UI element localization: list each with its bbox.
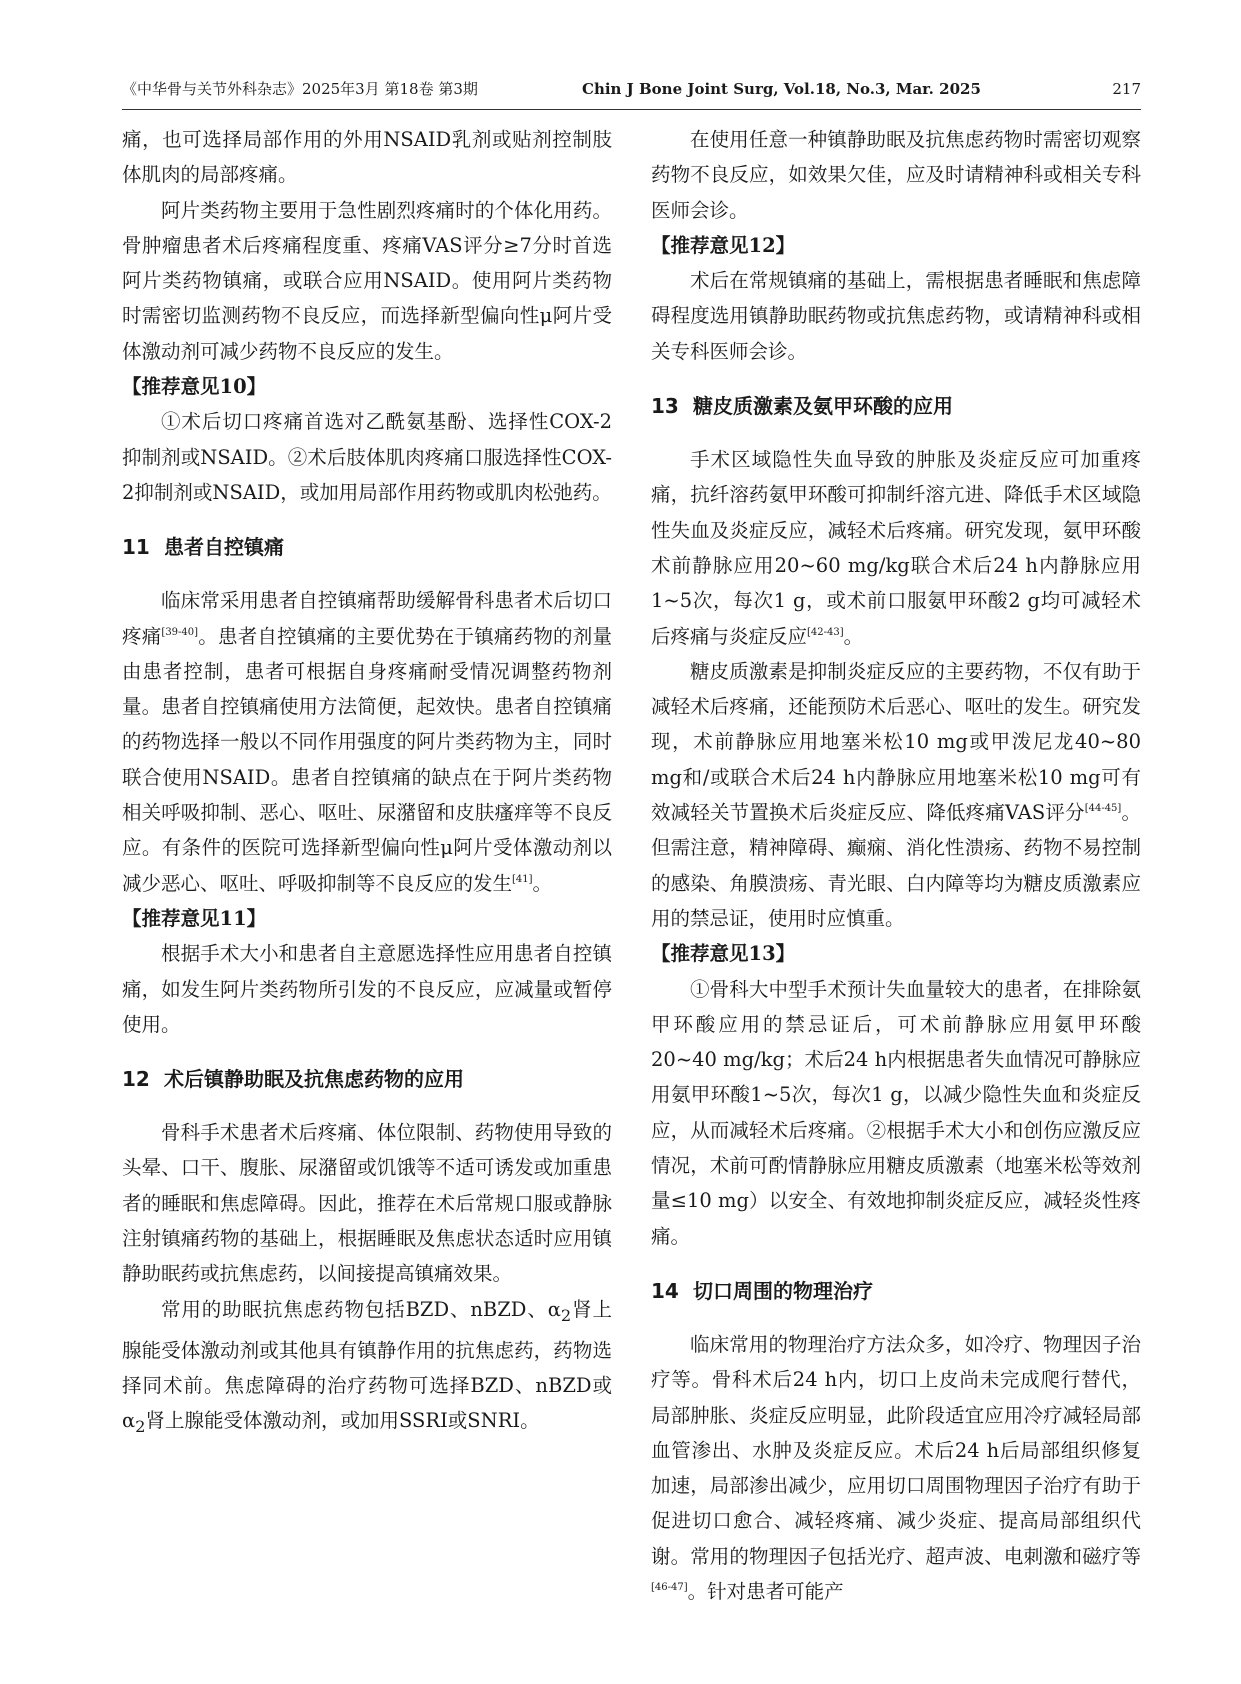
section-number: 11 (122, 535, 150, 560)
subscript: 2 (135, 1417, 146, 1437)
text: 临床常用的物理治疗方法众多，如冷疗、物理因子治疗等。骨科术后24 h内，切口上皮尚未完成爬行替代，局部肿胀、炎症反应明显，此阶段适宜应用冷疗减轻局部血管渗出、水肿及炎症反应。术后24 h后局部组织修复加速，局部渗出减少，应用切口周围物理因子治疗有助于促进切口愈合、减轻疼痛、减少炎症、提高局部组织代谢。常用的物理因子包括光疗、超声波、电刺激和磁疗等 (651, 1332, 1141, 1568)
paragraph: 阿片类药物主要用于急性剧烈疼痛时的个体化用药。骨肿瘤患者术后疼痛程度重、疼痛VAS评分≥7分时首选阿片类药物镇痛，或联合应用NSAID。使用阿片类药物时需密切监测药物不良反应，而选择新型偏向性μ阿片受体激动剂可减少药物不良反应的发生。 (122, 198, 612, 363)
section-number: 14 (651, 1278, 679, 1303)
text: 。但需注意，精神障碍、癫痫、消化性溃疡、药物不易控制的感染、角膜溃疡、青光眼、白内障等均为糖皮质激素应用的禁忌证，使用时应慎重。 (651, 801, 1141, 930)
section-heading (651, 1276, 1141, 1306)
text: 。 (843, 624, 864, 648)
text: 。患者自控镇痛的主要优势在于镇痛药物的剂量由患者控制，患者可根据自身疼痛耐受情况调整药物剂量。患者自控镇痛使用方法简便，起效快。患者自控镇痛的药物选择一般以不同作用强度的阿片类药物为主，同时联合使用NSAID。患者自控镇痛的缺点在于阿片类药物相关呼吸抑制、恶心、呕吐、尿潴留和皮肤瘙痒等不良反应。有条件的医院可选择新型偏向性μ阿片受体激动剂以减少恶心、呕吐、呼吸抑制等不良反应的发生 (122, 624, 612, 895)
recommendation-text: ①术后切口疼痛首选对乙酰氨基酚、选择性COX-2抑制剂或NSAID。②术后肢体肌肉疼痛口服选择性COX-2抑制剂或NSAID，或加用局部作用药物或肌肉松弛药。 (122, 410, 612, 504)
section-heading (651, 391, 1141, 421)
header-rule (122, 109, 1141, 110)
text: 糖皮质激素是抑制炎症反应的主要药物，不仅有助于减轻术后疼痛，还能预防术后恶心、呕吐的发生。研究发现，术前静脉应用地塞米松10 mg或甲泼尼龙40~80 mg和/或联合术后24 h内静脉应用地塞米松10 mg可有效减轻关节置换术后炎症反应、降低疼痛VAS评分 (651, 659, 1141, 825)
citation: [39-40] (161, 626, 199, 638)
left-column (122, 122, 612, 1445)
paragraph (122, 583, 612, 901)
section-heading (122, 532, 612, 562)
text: 手术区域隐性失血导致的肿胀及炎症反应可加重疼痛，抗纤溶药氨甲环酸可抑制纤溶亢进、降低手术区域隐性失血及炎症反应，减轻术后疼痛。研究发现，氨甲环酸术前静脉应用20~60 mg/kg联合术后24 h内静脉应用1~5次，每次1 g，或术前口服氨甲环酸2 g均可减轻术后疼痛与炎症反应 (651, 448, 1141, 648)
section-heading (122, 1064, 612, 1094)
text: 常用的助眠抗焦虑药物包括BZD、nBZD、α (161, 1297, 561, 1321)
recommendation-title: 【推荐意见11】 (122, 906, 267, 930)
text: 临床常采用患者自控镇痛帮助缓解骨科患者术后切口疼痛 (122, 589, 612, 648)
text: 肾上腺能受体激动剂，或加用SSRI或SNRI。 (145, 1409, 540, 1433)
subscript: 2 (560, 1305, 572, 1325)
citation: [44-45] (1084, 803, 1122, 815)
paragraph: 痛，也可选择局部作用的外用NSAID乳剂或贴剂控制肢体肌肉的局部疼痛。 (122, 128, 612, 187)
paragraph: 在使用任意一种镇静助眠及抗焦虑药物时需密切观察药物不良反应，如效果欠佳，应及时请精神科或相关专科医师会诊。 (651, 128, 1141, 222)
section-number: 12 (122, 1067, 150, 1092)
recommendation-title: 【推荐意见12】 (651, 233, 796, 257)
section-title: 患者自控镇痛 (164, 535, 284, 560)
recommendation-text: 根据手术大小和患者自主意愿选择性应用患者自控镇痛，如发生阿片类药物所引发的不良反应，应减量或暂停使用。 (122, 942, 612, 1036)
citation: [41] (512, 873, 533, 885)
citation: [42-43] (807, 626, 844, 638)
recommendation-text: ①骨科大中型手术预计失血量较大的患者，在排除氨甲环酸应用的禁忌证后，可术前静脉应用氨甲环酸20~40 mg/kg；术后24 h内根据患者失血情况可静脉应用氨甲环酸1~5次，每次1 g，以减少隐性失血和炎症反应，从而减轻术后疼痛。②根据手术大小和创伤应激反应情况，术前可酌情静脉应用糖皮质激素（地塞米松等效剂量≤10 mg）以安全、有效地抑制炎症反应，减轻炎性疼痛。 (651, 977, 1141, 1248)
page-number: 217 (1112, 80, 1141, 98)
journal-title-cn: 《中华骨与关节外科杂志》2025年3月 第18卷 第3期 (122, 80, 478, 98)
citation: [46-47] (651, 1581, 688, 1593)
recommendation-title: 【推荐意见13】 (651, 942, 796, 966)
section-title: 术后镇静助眠及抗焦虑药物的应用 (164, 1067, 464, 1092)
right-column (651, 122, 1141, 1609)
text: 肾上腺能受体激动剂或其他具有镇静作用的抗焦虑药，药物选择同术前。焦虑障碍的治疗药物可选择BZD、nBZD或α (122, 1297, 612, 1433)
recommendation-text: 术后在常规镇痛的基础上，需根据患者睡眠和焦虑障碍程度选用镇静助眠药物或抗焦虑药物，或请精神科或相关专科医师会诊。 (651, 269, 1141, 363)
paragraph (651, 654, 1141, 936)
journal-title-en: Chin J Bone Joint Surg, Vol.18, No.3, Mar. 2025 (582, 80, 981, 98)
paragraph: 骨科手术患者术后疼痛、体位限制、药物使用导致的头晕、口干、腹胀、尿潴留或饥饿等不适可诱发或加重患者的睡眠和焦虑障碍。因此，推荐在术后常规口服或静脉注射镇痛药物的基础上，根据睡眠及焦虑状态适时应用镇静助眠药或抗焦虑药，以间接提高镇痛效果。 (122, 1121, 612, 1286)
paragraph (122, 1292, 612, 1445)
section-number: 13 (651, 394, 679, 419)
paragraph (651, 1327, 1141, 1609)
recommendation-title: 【推荐意见10】 (122, 375, 267, 399)
text: 。针对患者可能产 (687, 1579, 844, 1603)
paragraph (651, 442, 1141, 654)
text: 。 (532, 871, 553, 895)
section-title: 切口周围的物理治疗 (693, 1278, 873, 1303)
section-title: 糖皮质激素及氨甲环酸的应用 (693, 394, 953, 419)
running-header (122, 79, 1141, 107)
